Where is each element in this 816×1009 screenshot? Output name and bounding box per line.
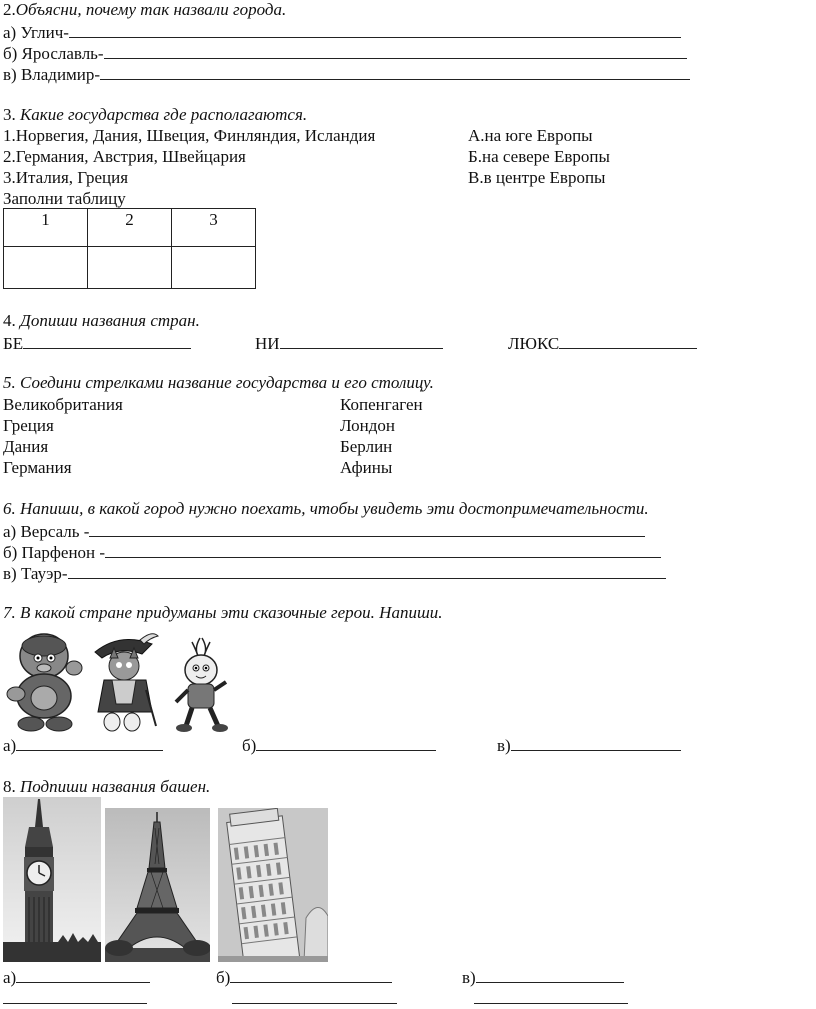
q5-country-4: Германия — [3, 458, 72, 477]
q4-item-1 — [3, 333, 191, 354]
answer-line[interactable] — [105, 542, 661, 558]
q8-answer-a-label: а) — [3, 968, 17, 987]
q3-right-c: В.в центре Европы — [468, 168, 606, 187]
q5-capital-2: Лондон — [340, 416, 395, 435]
answer-line[interactable] — [68, 563, 666, 579]
q8-title — [3, 777, 210, 797]
q3-right-a: А.на юге Европы — [468, 126, 593, 145]
eiffel-tower-image — [105, 808, 210, 962]
q8-answer-b-label: б) — [216, 968, 231, 987]
q8-answer-c — [462, 967, 624, 988]
q6-item-a — [3, 521, 645, 542]
q6-title: 6. Напиши, в какой город нужно поехать, чтобы увидеть эти достопримечательности. — [3, 499, 649, 518]
answer-line[interactable] — [476, 967, 624, 983]
table-cell-3[interactable] — [172, 247, 256, 289]
table-header-3: 3 — [172, 209, 256, 247]
answer-line[interactable] — [104, 43, 687, 59]
leaning-tower-image — [218, 808, 328, 962]
q8-extra-line-b — [232, 988, 397, 1009]
q4-item-2-label: НИ — [255, 334, 280, 353]
q2-item-a-label: а) Углич- — [3, 23, 69, 42]
q4-item-3-label: ЛЮКС — [508, 334, 560, 353]
q5-country-1: Великобритания — [3, 395, 123, 414]
q5-country-3: Дания — [3, 437, 49, 456]
q2-item-b — [3, 43, 687, 64]
big-ben-image — [3, 797, 101, 962]
table-header-1: 1 — [4, 209, 88, 247]
q7-answer-a-label: а) — [3, 736, 17, 755]
q2-item-c — [3, 64, 690, 85]
q2-text: Объясни, почему так назвали города. — [15, 0, 287, 19]
q5-title: 5. Соедини стрелками название государства и его столицу. — [3, 373, 434, 392]
answer-line[interactable] — [280, 333, 443, 349]
q5-capital-1: Копенгаген — [340, 395, 423, 414]
q3-answer-table — [3, 208, 256, 289]
q4-item-1-label: БЕ — [3, 334, 24, 353]
q6-item-b-label: б) Парфенон - — [3, 543, 106, 562]
q3-left-2: 2.Германия, Австрия, Швейцария — [3, 147, 246, 166]
table-header-2: 2 — [88, 209, 172, 247]
q4-title — [3, 311, 200, 331]
fairy-hero-1-image — [4, 628, 84, 734]
q7-title: 7. В какой стране придуманы эти сказочные герои. Напиши. — [3, 603, 443, 622]
table-cell-1[interactable] — [4, 247, 88, 289]
q6-item-c-label: в) Тауэр- — [3, 564, 68, 583]
q5-country-2: Греция — [3, 416, 54, 435]
answer-line[interactable] — [230, 967, 392, 983]
q8-answer-a — [3, 967, 150, 988]
q2-item-c-label: в) Владимир- — [3, 65, 101, 84]
q3-title — [3, 105, 307, 125]
answer-line[interactable] — [559, 333, 697, 349]
q2-number: 2. — [3, 0, 16, 19]
q2-title — [3, 0, 286, 20]
answer-line[interactable] — [16, 735, 163, 751]
q8-extra-line-c — [474, 988, 628, 1009]
q3-left-3: 3.Италия, Греция — [3, 168, 129, 187]
answer-line[interactable] — [511, 735, 681, 751]
answer-line[interactable] — [69, 22, 681, 38]
answer-line[interactable] — [256, 735, 436, 751]
answer-line[interactable] — [16, 967, 150, 983]
q2-item-b-label: б) Ярославль- — [3, 44, 104, 63]
q4-item-3 — [508, 333, 697, 354]
q5-capital-3: Берлин — [340, 437, 393, 456]
answer-line[interactable] — [100, 64, 690, 80]
answer-line[interactable] — [3, 988, 147, 1004]
q7-answer-b-label: б) — [242, 736, 257, 755]
fairy-hero-3-image — [168, 634, 234, 734]
q3-fill-label: Заполни таблицу — [3, 189, 126, 208]
fairy-hero-2-image — [90, 630, 160, 734]
q3-number: 3. — [3, 105, 16, 124]
q7-answer-c — [497, 735, 681, 756]
q4-number: 4. — [3, 311, 16, 330]
answer-line[interactable] — [89, 521, 645, 537]
q8-text: Подпиши названия башен. — [20, 777, 211, 796]
q7-answer-b — [242, 735, 436, 756]
q6-item-c — [3, 563, 666, 584]
answer-line[interactable] — [474, 988, 628, 1004]
q7-answer-a — [3, 735, 163, 756]
q5-capital-4: Афины — [340, 458, 393, 477]
q4-item-2 — [255, 333, 443, 354]
q4-text: Допиши названия стран. — [20, 311, 200, 330]
q3-right-b: Б.на севере Европы — [468, 147, 610, 166]
q2-item-a — [3, 22, 681, 43]
q6-item-b — [3, 542, 661, 563]
q8-answer-b — [216, 967, 392, 988]
q8-extra-line-a — [3, 988, 147, 1009]
q6-item-a-label: а) Версаль - — [3, 522, 90, 541]
q8-answer-c-label: в) — [462, 968, 476, 987]
answer-line[interactable] — [232, 988, 397, 1004]
answer-line[interactable] — [23, 333, 191, 349]
q3-text: Какие государства где располагаются. — [20, 105, 308, 124]
q7-answer-c-label: в) — [497, 736, 511, 755]
table-cell-2[interactable] — [88, 247, 172, 289]
q8-number: 8. — [3, 777, 16, 796]
q3-left-1: 1.Норвегия, Дания, Швеция, Финляндия, Исландия — [3, 126, 376, 145]
